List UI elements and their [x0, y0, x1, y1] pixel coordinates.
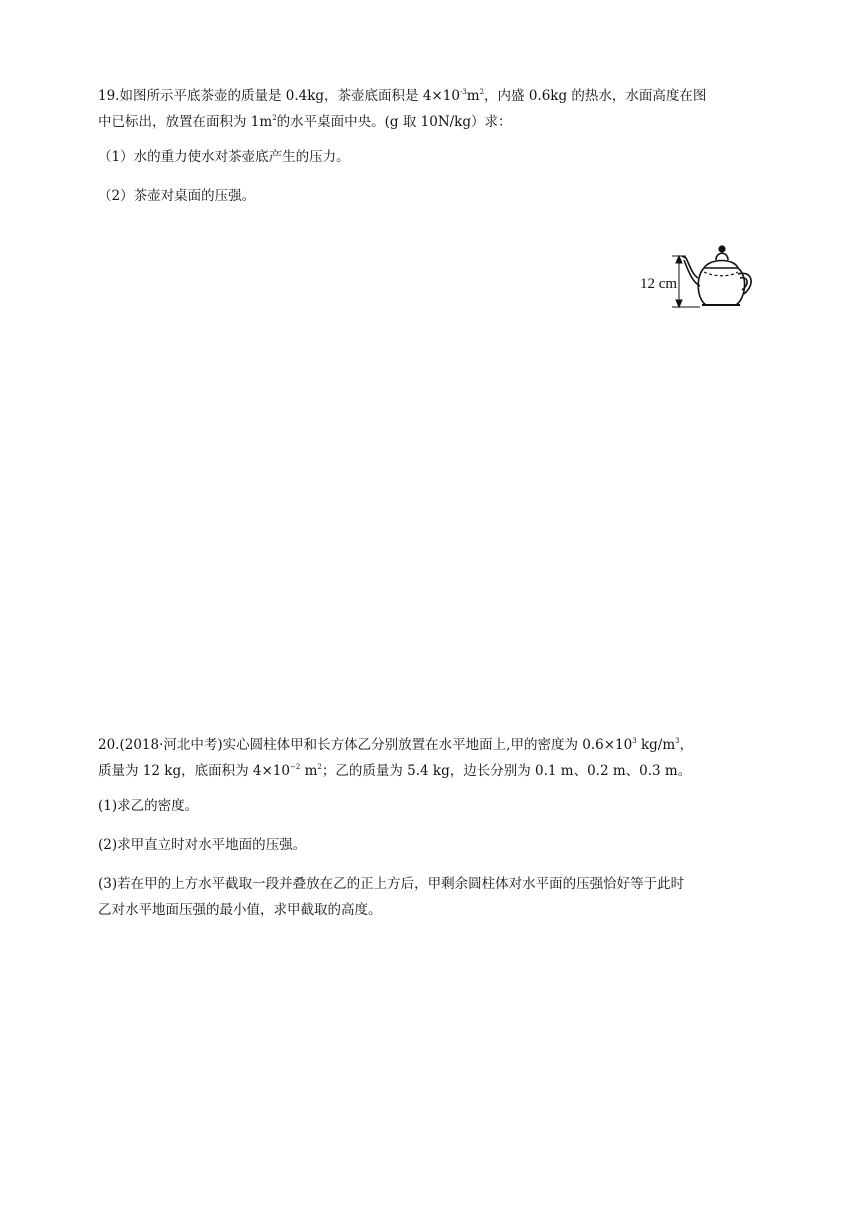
q19-text: 19.如图所示平底茶壶的质量是 0.4kg，茶壶底面积是 4×10: [98, 88, 460, 104]
q20-text: m: [300, 763, 318, 779]
q19-part-2: （2）茶壶对桌面的压强。: [98, 188, 256, 204]
q20-text: kg/m: [636, 737, 676, 753]
height-label: 12 cm: [640, 276, 678, 292]
teapot-icon: [682, 246, 751, 305]
q20-text: 20.(2018·河北中考)实心圆柱体甲和长方体乙分别放置在水平地面上,甲的密度为 0.6×10: [98, 737, 633, 753]
q20-part-3-line-1: (3)若在甲的上方水平截取一段并叠放在乙的正上方后，甲剩余圆柱体对水平面的压强恰好等于此时: [98, 876, 685, 892]
q20-part-2: (2)求甲直立时对水平地面的压强。: [98, 837, 307, 853]
q19-stem-line-1: [98, 82, 706, 106]
q19-text: 的水平桌面中央。(g 取 10N/kg）求：: [276, 114, 512, 130]
q20-stem-line-1: [98, 731, 693, 755]
superscript: 2: [479, 88, 485, 96]
q19-part-1: （1）水的重力使水对茶壶底产生的压力。: [98, 149, 350, 165]
q20-part-3-line-2: 乙对水平地面压强的最小值，求甲截取的高度。: [98, 902, 382, 918]
q19-text: ，内盛 0.6kg 的热水，水面高度在图: [484, 88, 707, 104]
q19-text: m: [466, 88, 480, 104]
superscript: -3: [459, 88, 467, 96]
teapot-figure: [638, 236, 760, 310]
superscript: 3: [675, 737, 680, 745]
superscript: 2: [272, 114, 277, 122]
superscript: 2: [317, 763, 322, 771]
q19-stem-line-2: [98, 108, 512, 132]
superscript: −2: [289, 763, 301, 771]
q20-text: 质量为 12 kg，底面积为 4×10: [98, 763, 290, 779]
q20-stem-line-2: [98, 757, 691, 781]
q19-text: 中已标出，放置在面积为 1m: [98, 114, 273, 130]
q20-part-1: (1)求乙的密度。: [98, 798, 199, 814]
q20-text: ；乙的质量为 5.4 kg，边长分别为 0.1 m、0.2 m、0.3 m。: [321, 763, 692, 779]
q20-text: ，: [679, 737, 694, 753]
superscript: 3: [632, 737, 637, 745]
